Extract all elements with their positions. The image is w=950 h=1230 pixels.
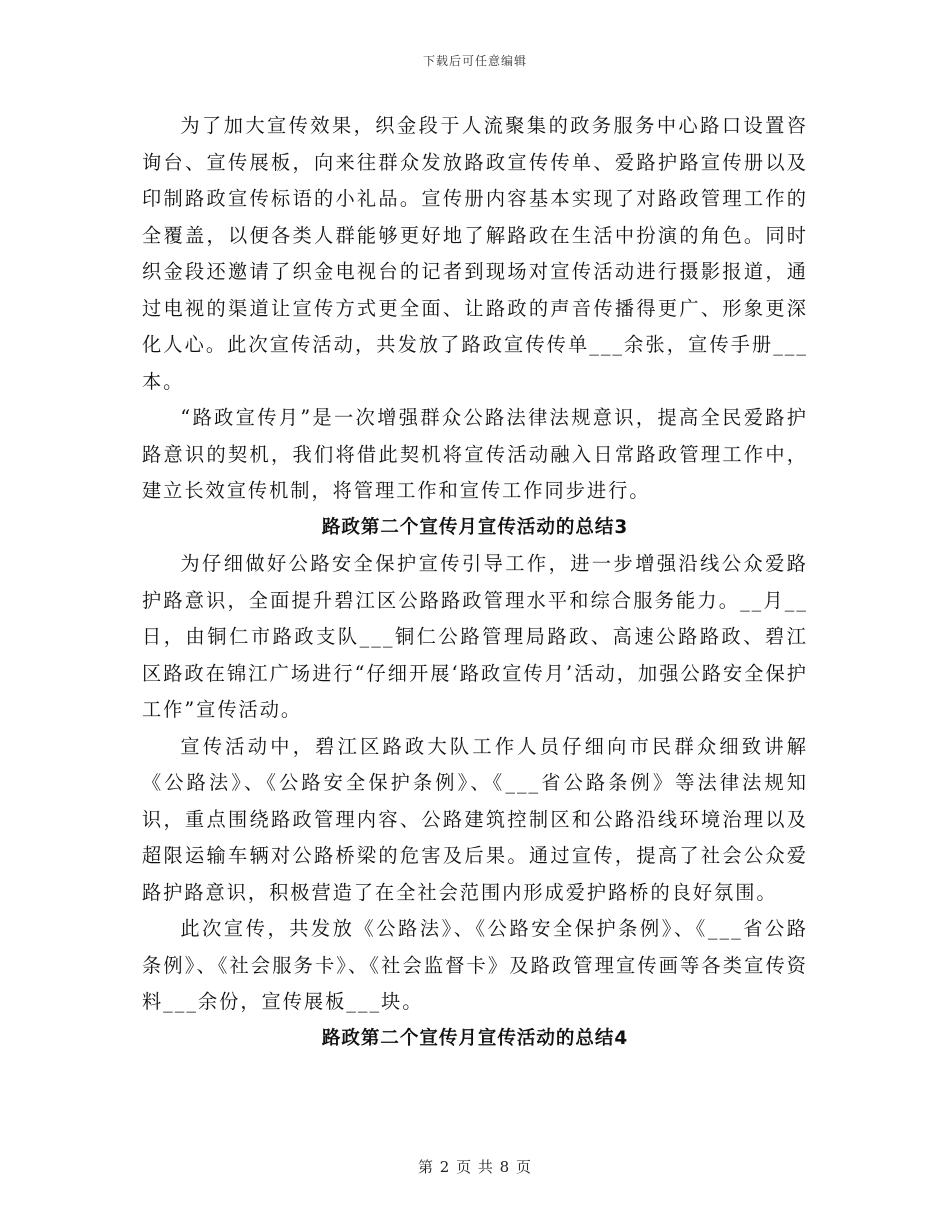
section-title: 路政第二个宣传月宣传活动的总结4 xyxy=(321,1027,629,1049)
paragraph: “路政宣传月”是一次增强群众公路法律法规意识，提高全民爱路护路意识的契机，我们将借此契机将宣传活动融入日常路政管理工作中，建立长效宣传机制，将管理工作和宣传工作同步进行。 xyxy=(142,406,808,502)
paragraph: 为了加大宣传效果，织金段于人流聚集的政务服务中心路口设置咨询台、宣传展板，向来往群众发放路政宣传传单、爱路护路宣传册以及印制路政宣传标语的小礼品。宣传册内容基本实现了对路政管理工作的全覆盖，以便各类人群能够更好地了解路政在生活中扮演的角色。同时织金段还邀请了织金电视台的记者到现场对宣传活动进行摄影报道，通过电视的渠道让宣传方式更全面、让路政的声音传播得更广、形象更深化人心。此次宣传活动，共发放了路政宣传传单___余张，宣传手册___本。 xyxy=(142,114,808,393)
page-number: 第 2 页 共 8 页 xyxy=(418,1158,532,1176)
section-title: 路政第二个宣传月宣传活动的总结3 xyxy=(321,516,629,538)
header-note: 下载后可任意编辑 xyxy=(422,54,527,68)
document-body xyxy=(142,108,808,1057)
paragraph: 为仔细做好公路安全保护宣传引导工作，进一步增强沿线公众爱路护路意识，全面提升碧江区公路路政管理水平和综合服务能力。__月__日，由铜仁市路政支队___铜仁公路管理局路政、高速公路路政、碧江区路政在锦江广场进行“仔细开展‘路政宣传月’活动，加强公路安全保护工作”宣传活动。 xyxy=(142,552,808,721)
paragraph: 宣传活动中，碧江区路政大队工作人员仔细向市民群众细致讲解《公路法》、《公路安全保护条例》、《___省公路条例》等法律法规知识，重点围绕路政管理内容、公路建筑控制区和公路沿线环境治理以及超限运输车辆对公路桥梁的危害及后果。通过宣传，提高了社会公众爱路护路意识，积极营造了在全社会范围内形成爱护路桥的良好氛围。 xyxy=(142,734,808,904)
paragraph: 此次宣传，共发放《公路法》、《公路安全保护条例》、《___省公路条例》、《社会服务卡》、《社会监督卡》及路政管理宣传画等各类宣传资料___余份，宣传展板___块。 xyxy=(142,917,808,1013)
